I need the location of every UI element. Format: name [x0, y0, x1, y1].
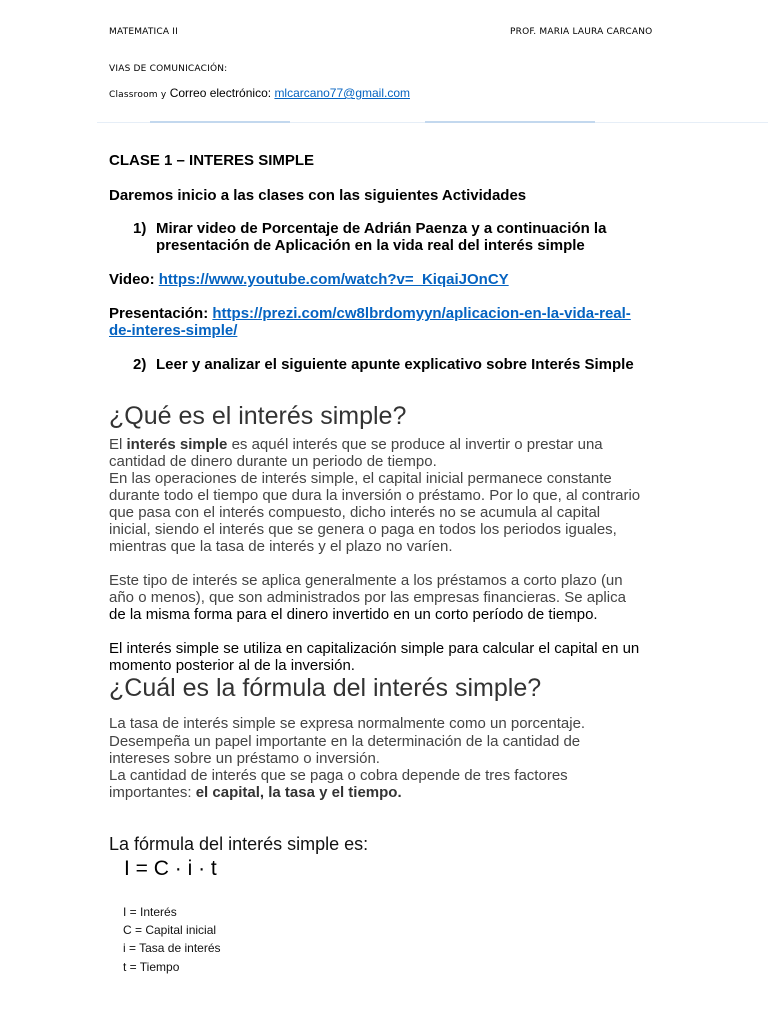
section2-p1-line1: La tasa de interés simple se expresa normalmente como un porcentaje.: [109, 715, 586, 732]
section1-p3-line1: El interés simple se utiliza en capitalización simple para calcular el capital en un: [109, 640, 640, 657]
activity1-line1: Mirar video de Porcentaje de Adrián Paenza y a continuación la: [156, 220, 607, 237]
legend-item: C = Capital inicial: [123, 923, 217, 937]
section1-p3-line2: momento posterior al de la inversión.: [109, 657, 355, 674]
activity1-line2: presentación de Aplicación en la vida real del interés simple: [156, 237, 585, 254]
video-line: [109, 271, 509, 288]
classroom-label: Classroom y: [109, 90, 167, 100]
legend-item: I = Interés: [123, 905, 177, 919]
presentation-line2: [109, 322, 237, 339]
contact-line: [109, 86, 410, 100]
section1-p1-line1: [109, 436, 603, 453]
class-title: CLASE 1 – INTERES SIMPLE: [109, 152, 315, 169]
section1-p1-line5: que pasa con el interés compuesto, dicho interés no se acumula al capital: [109, 504, 601, 521]
teacher-name: PROF. MARIA LAURA CARCANO: [510, 27, 653, 37]
formula-label: La fórmula del interés simple es:: [109, 834, 369, 854]
text-span: El: [109, 436, 127, 453]
email-label: Correo electrónico:: [169, 86, 272, 100]
section1-p2-line3: de la misma forma para el dinero invertido en un corto período de tiempo.: [109, 606, 598, 623]
section2-p1-line3: intereses sobre un préstamo o inversión.: [109, 750, 380, 767]
section1-p1-line7: mientras que la tasa de interés y el plazo no varíen.: [109, 538, 453, 555]
section2-p1-line5: [109, 784, 402, 801]
presentation-line: [109, 305, 631, 322]
intro-text: Daremos inicio a las clases con las siguientes Actividades: [109, 187, 527, 204]
divider-accent: [425, 121, 595, 123]
legend-item: t = Tiempo: [123, 960, 180, 974]
activity-number: 1): [133, 220, 147, 237]
divider-accent: [150, 121, 290, 123]
section2-p1-line2: Desempeña un papel importante en la determinación de la cantidad de: [109, 733, 581, 750]
activity2-text: Leer y analizar el siguiente apunte explicativo sobre Interés Simple: [156, 356, 634, 373]
presentation-link-cont[interactable]: de-interes-simple/: [109, 322, 238, 339]
text-span: importantes:: [109, 784, 196, 801]
formula: I = C · i · t: [124, 857, 217, 880]
communication-label: VIAS DE COMUNICACIÓN:: [109, 64, 228, 74]
course-title: MATEMATICA II: [109, 27, 178, 37]
section1-p1-line3: En las operaciones de interés simple, el capital inicial permanece constante: [109, 470, 612, 487]
text-span: es aquél interés que se produce al invertir o prestar una: [227, 436, 603, 453]
presentation-label: Presentación:: [109, 305, 209, 322]
activity-number: 2): [133, 356, 147, 373]
video-label: Video:: [109, 271, 155, 288]
section1-heading: ¿Qué es el interés simple?: [109, 402, 407, 430]
presentation-link[interactable]: https://prezi.com/cw8lbrdomyyn/aplicacion-en-la-vida-real-: [212, 305, 631, 322]
video-link[interactable]: https://www.youtube.com/watch?v=_KiqaiJOnCY: [158, 271, 509, 288]
section1-p1-line6: inicial, siendo el interés que se genera o paga en todos los periodos iguales,: [109, 521, 617, 538]
section1-p1-line2: cantidad de dinero durante un periodo de tiempo.: [109, 453, 437, 470]
section1-p2-line1: Este tipo de interés se aplica generalmente a los préstamos a corto plazo (un: [109, 572, 623, 589]
email-link[interactable]: mlcarcano77@gmail.com: [274, 86, 410, 100]
bold-term: interés simple: [126, 436, 228, 453]
section2-heading: ¿Cuál es la fórmula del interés simple?: [109, 674, 542, 702]
bold-factors: el capital, la tasa y el tiempo.: [195, 784, 402, 801]
section1-p2-line2: año o menos), que son administrados por las empresas financieras. Se aplica: [109, 589, 626, 606]
legend-item: i = Tasa de interés: [123, 941, 221, 955]
section1-p1-line4: durante todo el tiempo que dura la inversión o préstamo. Por lo que, al contrario: [109, 487, 641, 504]
section2-p1-line4: La cantidad de interés que se paga o cobra depende de tres factores: [109, 767, 568, 784]
